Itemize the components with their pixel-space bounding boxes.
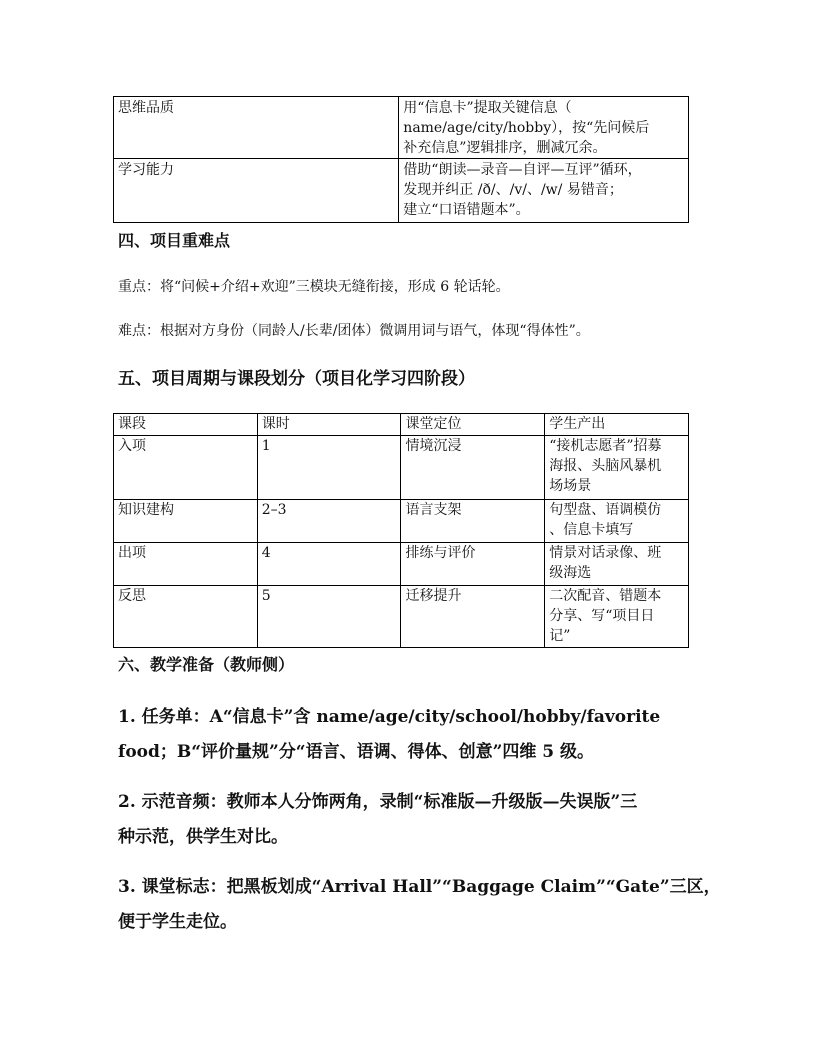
table-cell-output <box>545 436 689 500</box>
cell-line: 海报、头脑风暴机 <box>549 458 662 474</box>
cell-line: 用“信息卡”提取关键信息（ <box>403 100 572 116</box>
table-cell-output <box>545 500 689 543</box>
cell-line: 建立“口语错题本”。 <box>403 202 530 218</box>
table-header-cell: 课堂定位 <box>401 414 545 436</box>
section-heading: 五、项目周期与课段划分（项目化学习四阶段） <box>118 369 475 389</box>
table-cell-hours: 4 <box>257 543 401 586</box>
cell-line: 二次配音、错题本 <box>549 588 662 604</box>
section-heading: 四、项目重难点 <box>118 231 231 250</box>
prep-item-line: 3. 课堂标志：把黑板划成“Arrival Hall”“Baggage Claim”“Gate”三区， <box>118 877 721 897</box>
table-cell-position: 语言支架 <box>401 500 545 543</box>
table-cell-hours: 2–3 <box>257 500 401 543</box>
table-cell-position: 情境沉浸 <box>401 436 545 500</box>
cell-line: name/age/city/hobby），按“先问候后 <box>403 120 650 136</box>
table-cell-stage: 知识建构 <box>114 500 258 543</box>
cell-line: 分享、写“项目日 <box>549 608 655 624</box>
cell-line: 补充信息”逻辑排序，删减冗余。 <box>403 140 607 156</box>
competency-table <box>113 96 689 223</box>
table-row <box>114 586 689 648</box>
table-header-cell: 课段 <box>114 414 258 436</box>
table-row <box>114 97 689 159</box>
table-cell-output <box>545 543 689 586</box>
table-cell-hours: 5 <box>257 586 401 648</box>
prep-item-line: food；B“评价量规”分“语言、语调、得体、创意”四维 5 级。 <box>118 742 595 762</box>
table-cell-position: 迁移提升 <box>401 586 545 648</box>
difficult-point-text: 难点：根据对方身份（同龄人/长辈/团体）微调用词与语气，体现“得体性”。 <box>118 323 590 339</box>
section-heading: 六、教学准备（教师侧） <box>118 655 295 674</box>
table-cell-content <box>399 159 689 223</box>
prep-item-line: 便于学生走位。 <box>118 912 237 932</box>
table-header-row <box>114 414 689 436</box>
table-cell-stage: 出项 <box>114 543 258 586</box>
prep-item-line: 种示范，供学生对比。 <box>118 827 288 847</box>
table-row <box>114 159 689 223</box>
table-cell-content <box>399 97 689 159</box>
cell-line: 情景对话录像、班 <box>549 545 662 561</box>
table-cell-position: 排练与评价 <box>401 543 545 586</box>
cell-line: 记” <box>549 628 571 644</box>
cell-line: 借助“朗读—录音—自评—互评”循环， <box>403 162 642 178</box>
prep-item-line: 2. 示范音频：教师本人分饰两角，录制“标准版—升级版—失误版”三 <box>118 792 638 812</box>
table-cell-output <box>545 586 689 648</box>
cell-line: 级海选 <box>549 565 592 581</box>
table-cell-label: 思维品质 <box>114 97 399 159</box>
schedule-table <box>113 413 689 648</box>
cell-line: “接机志愿者”招募 <box>549 438 662 454</box>
table-cell-stage: 入项 <box>114 436 258 500</box>
table-cell-stage: 反思 <box>114 586 258 648</box>
prep-item-line: 1. 任务单：A“信息卡”含 name/age/city/school/hobby/favorite <box>118 707 661 727</box>
table-cell-hours: 1 <box>257 436 401 500</box>
key-point-text: 重点：将“问候+介绍+欢迎”三模块无缝衔接，形成 6 轮话轮。 <box>118 279 510 295</box>
cell-line: 场场景 <box>549 478 592 494</box>
cell-line: 、信息卡填写 <box>549 522 634 538</box>
cell-line: 发现并纠正 /ð/、/v/、/w/ 易错音； <box>403 182 623 198</box>
table-cell-label: 学习能力 <box>114 159 399 223</box>
table-header-cell: 学生产出 <box>545 414 689 436</box>
table-row <box>114 500 689 543</box>
table-header-cell: 课时 <box>257 414 401 436</box>
table-row <box>114 436 689 500</box>
cell-line: 句型盘、语调模仿 <box>549 502 662 518</box>
table-row <box>114 543 689 586</box>
